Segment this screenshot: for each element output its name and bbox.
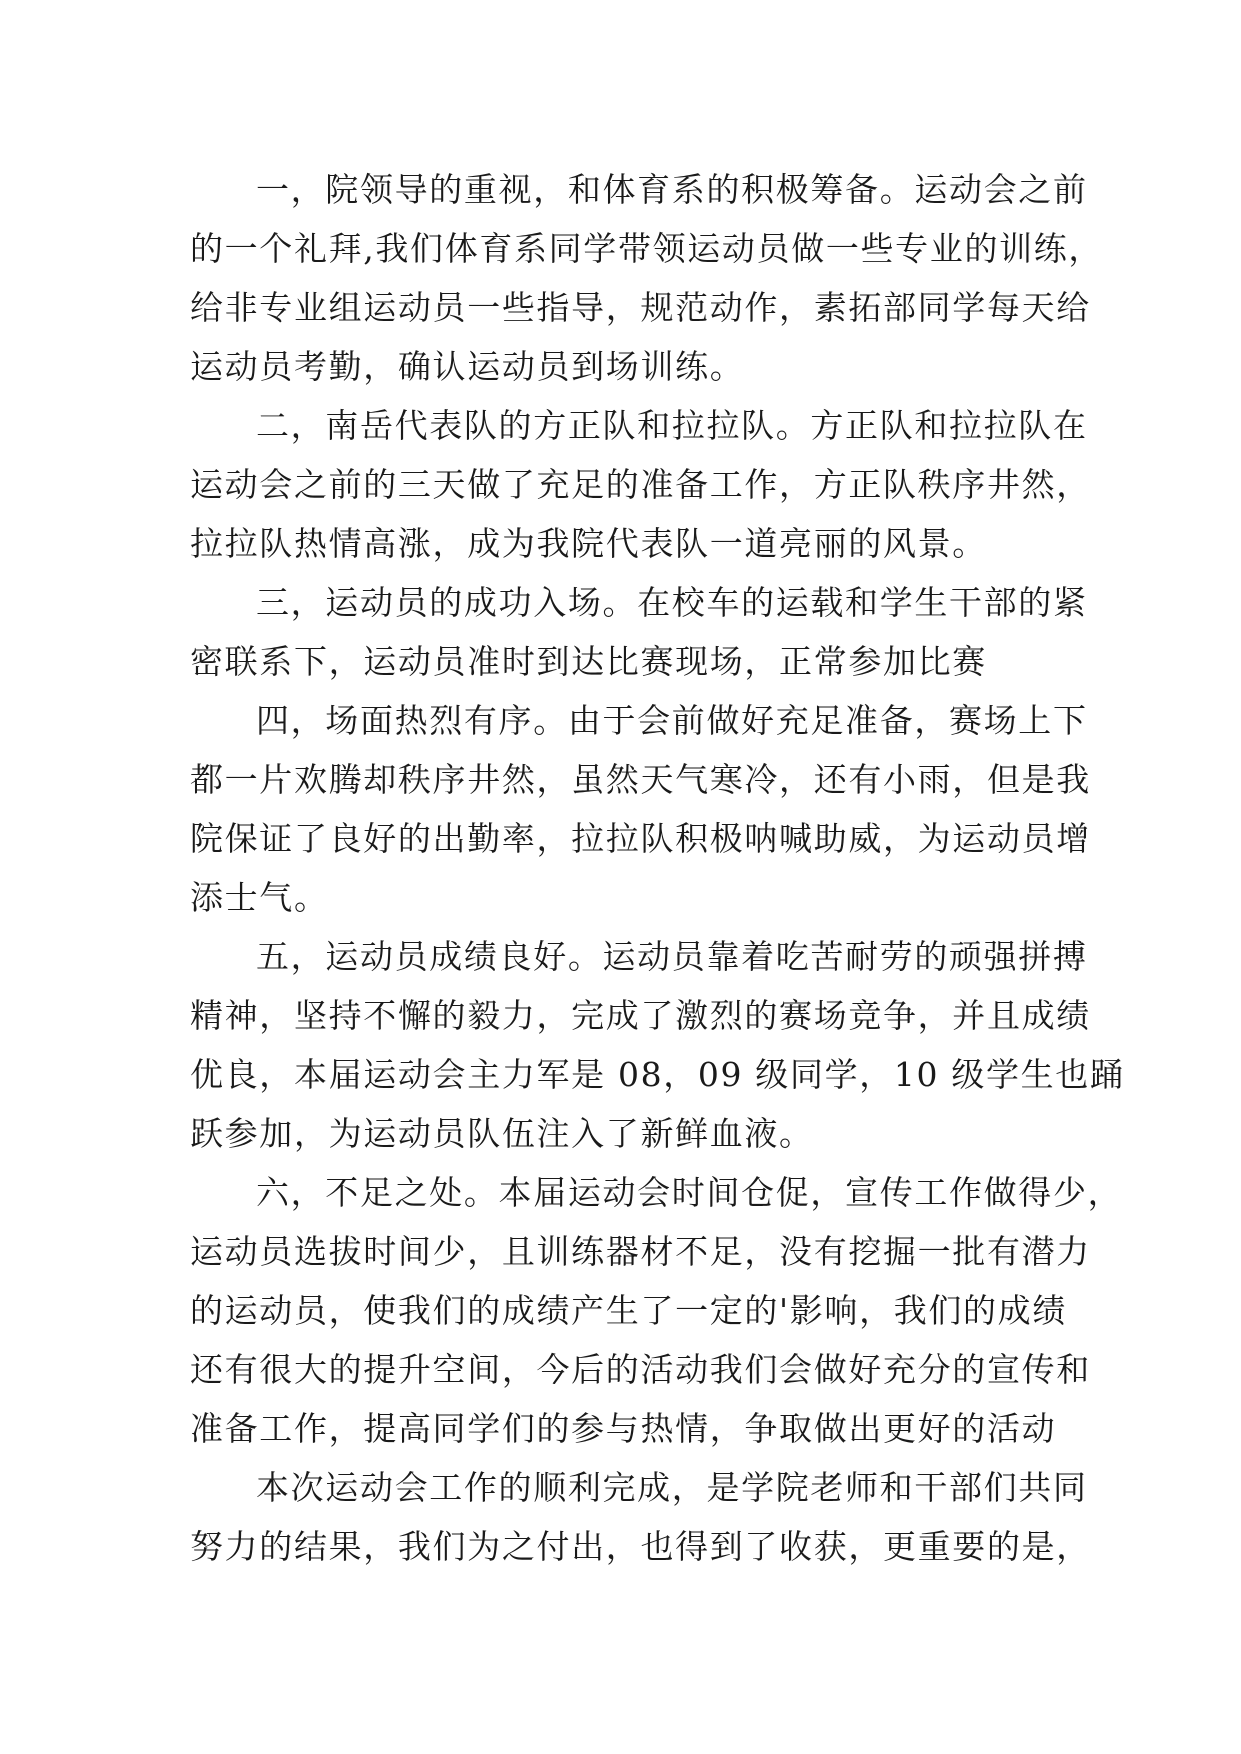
paragraph-7: [190, 1458, 1090, 1576]
paragraph-line: 努力的结果，我们为之付出，也得到了收获，更重要的是，: [190, 1527, 1091, 1566]
paragraph-line: 运动员选拔时间少，且训练器材不足，没有挖掘一批有潜力: [190, 1232, 1091, 1271]
paragraph-line: 二，南岳代表队的方正队和拉拉队。方正队和拉拉队在: [256, 406, 1088, 445]
paragraph-line: 精神，坚持不懈的毅力，完成了激烈的赛场竞争，并且成绩: [190, 996, 1091, 1035]
paragraph-5: [190, 927, 1125, 1163]
paragraph-line: 跃参加，为运动员队伍注入了新鲜血液。: [190, 1114, 814, 1153]
paragraph-line: 的一个礼拜,我们体育系同学带领运动员做一些专业的训练，: [190, 229, 1104, 268]
paragraph-line: 三，运动员的成功入场。在校车的运载和学生干部的紧: [256, 583, 1088, 622]
paragraph-line: 准备工作，提高同学们的参与热情，争取做出更好的活动: [190, 1409, 1057, 1448]
paragraph-line: 拉拉队热情高涨，成为我院代表队一道亮丽的风景。: [190, 524, 987, 563]
paragraph-line: 优良，本届运动会主力军是 08，09 级同学，10 级学生也踊: [190, 1055, 1125, 1094]
paragraph-line: 五，运动员成绩良好。运动员靠着吃苦耐劳的顽强拼搏: [256, 937, 1088, 976]
paragraph-6: [190, 1163, 1123, 1458]
paragraph-line: 的运动员，使我们的成绩产生了一定的'影响，我们的成绩: [190, 1291, 1067, 1330]
paragraph-line: 院保证了良好的出勤率，拉拉队积极呐喊助威，为运动员增: [190, 819, 1091, 858]
paragraph-line: 添士气。: [190, 878, 329, 917]
paragraph-2: [190, 396, 1090, 573]
paragraph-line: 都一片欢腾却秩序井然，虽然天气寒冷，还有小雨，但是我: [190, 760, 1091, 799]
paragraph-line: 本次运动会工作的顺利完成，是学院老师和干部们共同: [256, 1468, 1088, 1507]
paragraph-line: 给非专业组运动员一些指导，规范动作，素拓部同学每天给: [190, 288, 1091, 327]
paragraph-line: 四，场面热烈有序。由于会前做好充足准备，赛场上下: [256, 701, 1088, 740]
paragraph-line: 六，不足之处。本届运动会时间仓促，宣传工作做得少，: [256, 1173, 1123, 1212]
paragraph-line: 运动会之前的三天做了充足的准备工作，方正队秩序井然，: [190, 465, 1091, 504]
document-body: [190, 160, 1125, 1576]
paragraph-line: 还有很大的提升空间，今后的活动我们会做好充分的宣传和: [190, 1350, 1091, 1389]
paragraph-line: 密联系下，运动员准时到达比赛现场，正常参加比赛: [190, 642, 987, 681]
paragraph-4: [190, 691, 1090, 927]
paragraph-line: 一，院领导的重视，和体育系的积极筹备。运动会之前: [256, 170, 1088, 209]
paragraph-line: 运动员考勤，确认运动员到场训练。: [190, 347, 745, 386]
paragraph-3: [190, 573, 1090, 691]
paragraph-1: [190, 160, 1104, 396]
